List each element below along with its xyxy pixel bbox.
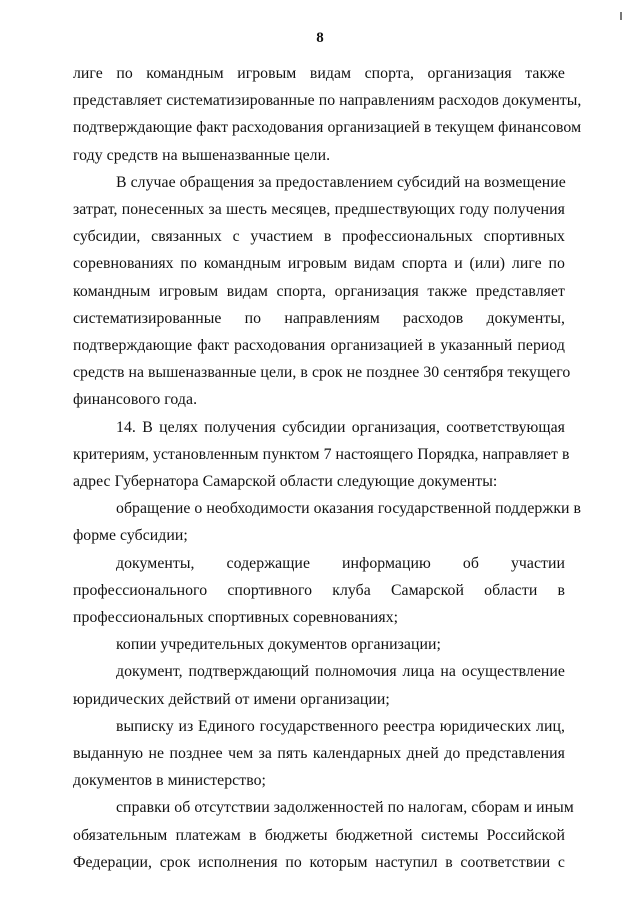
document-body	[73, 60, 582, 876]
text-line: командным игровым видам спорта, организация также представляет	[73, 282, 565, 300]
page-number: 8	[316, 30, 324, 46]
list-item-line: выписку из Единого государственного реестра юридических лиц,	[116, 717, 565, 735]
list-item-line: документы, содержащие информацию об участии	[116, 554, 565, 572]
text-line: лиге по командным игровым видам спорта, организация также	[73, 65, 565, 82]
text-line: критериям, установленным пунктом 7 настоящего Порядка, направляет в	[73, 445, 570, 463]
text-line: средств на вышеназванные цели, в срок не позднее 30 сентября текущего	[73, 364, 571, 382]
list-item-line: справки об отсутствии задолженностей по налогам, сборам и иным	[116, 799, 574, 817]
text-line: адрес Губернатора Самарской области следующие документы:	[73, 473, 498, 491]
text-line: Федерации, срок исполнения по которым наступил в соответствии с	[73, 853, 565, 871]
text-line: профессиональных спортивных соревнованиях;	[73, 609, 399, 627]
scan-mark	[620, 12, 622, 20]
text-line: выданную не позднее чем за пять календарных дней до представления	[73, 745, 565, 763]
text-line: подтверждающие факт расходования организацией в указанный период	[73, 337, 565, 355]
list-item-line: документ, подтверждающий полномочия лица на осуществление	[116, 663, 565, 681]
text-line: подтверждающие факт расходования организацией в текущем финансовом	[73, 119, 582, 137]
section-14-line: 14. В целях получения субсидии организация, соответствующая	[116, 418, 565, 436]
text-line: обязательным платежам в бюджеты бюджетной системы Российской	[73, 826, 565, 844]
text-line: затрат, понесенных за шесть месяцев, предшествующих году получения	[73, 201, 565, 219]
text-line: году средств на вышеназванные цели.	[73, 146, 331, 164]
text-line: юридических действий от имени организации;	[73, 690, 390, 708]
text-line: финансового года.	[73, 391, 198, 409]
text-line: соревнованиях по командным игровым видам спорта и (или) лиге по	[73, 255, 565, 273]
list-item-line: обращение о необходимости оказания государственной поддержки в	[116, 500, 582, 518]
paragraph-start-line: В случае обращения за предоставлением субсидий на возмещение	[116, 173, 566, 191]
text-line: документов в министерство;	[73, 772, 266, 790]
text-line: систематизированные по направлениям расходов документы,	[73, 309, 565, 327]
text-line: форме субсидии;	[73, 527, 188, 545]
text-line: профессионального спортивного клуба Самарской области в	[73, 581, 565, 599]
text-line: субсидии, связанных с участием в профессиональных спортивных	[73, 228, 565, 246]
list-item-line: копии учредительных документов организации;	[116, 636, 441, 654]
text-line: представляет систематизированные по направлениям расходов документы,	[73, 92, 582, 110]
